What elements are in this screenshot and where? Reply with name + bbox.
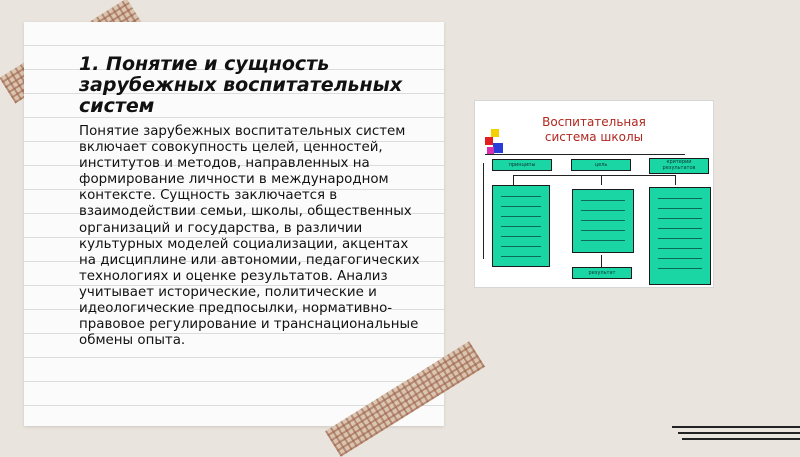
- goal-label: цель: [594, 162, 608, 168]
- list-line: [658, 258, 702, 259]
- connector-center-down: [601, 175, 602, 185]
- list-line: [501, 236, 541, 237]
- list-line: [658, 208, 702, 209]
- list-line: [581, 200, 625, 201]
- list-line: [501, 196, 541, 197]
- list-line: [581, 230, 625, 231]
- slide-body-text: Понятие зарубежных воспитательных систем включает совокупность целей, ценностей, институтов и методов, направленных на формирование личности в международном контексте. Сущность заключается в взаимодействии семьи, школы, общественных организаций и государства, в различии культурных моделей социализации, акцентах на дисциплине или автономии, педагогических технологиях и оценке результатов. Анализ учитывает исторические, политические и идеологические предпосылки, нормативно-правовое регулирование и транснациональные обмены опыта.: [79, 124, 420, 349]
- criteria-list-box: [649, 187, 711, 285]
- principles-box: [492, 159, 552, 171]
- list-line: [501, 216, 541, 217]
- list-line: [501, 226, 541, 227]
- principles-label: принципы: [508, 162, 536, 168]
- decorative-stripe-2: [678, 432, 800, 434]
- result-label: результат: [588, 270, 616, 276]
- list-line: [658, 218, 702, 219]
- list-line: [658, 198, 702, 199]
- connector-left-bracket: [483, 163, 484, 259]
- list-line: [658, 238, 702, 239]
- result-box: [572, 267, 632, 279]
- magenta-square-icon: [487, 147, 494, 154]
- list-line: [581, 210, 625, 211]
- connector-left-down: [513, 175, 514, 185]
- list-line: [658, 228, 702, 229]
- red-square-icon: [485, 137, 493, 145]
- school-education-system-diagram: [474, 100, 714, 288]
- connector-top: [513, 175, 675, 176]
- slide-title: 1. Понятие и сущность зарубежных воспитательных систем: [79, 53, 403, 117]
- list-line: [501, 256, 541, 257]
- goal-box: [571, 159, 631, 171]
- goal-list-box: [572, 189, 634, 253]
- decorative-stripe-3: [682, 438, 800, 440]
- list-line: [581, 220, 625, 221]
- connector-right-down: [675, 175, 676, 185]
- yellow-square-icon: [491, 129, 499, 137]
- list-line: [501, 206, 541, 207]
- blue-square-icon: [493, 143, 503, 153]
- diagram-title-line-2: система школы: [544, 130, 644, 144]
- connector-center-to-result: [601, 255, 602, 267]
- diagram-title-line-1: Воспитательная: [542, 115, 646, 129]
- diagram-title: [475, 115, 713, 145]
- list-line: [501, 246, 541, 247]
- list-line: [581, 240, 625, 241]
- decorative-stripe-1: [672, 426, 800, 428]
- list-line: [658, 268, 702, 269]
- criteria-label: критерии результатов: [662, 159, 696, 171]
- principles-list-box: [492, 185, 550, 267]
- logo-underline: [485, 154, 685, 155]
- list-line: [658, 248, 702, 249]
- criteria-box: [649, 158, 709, 174]
